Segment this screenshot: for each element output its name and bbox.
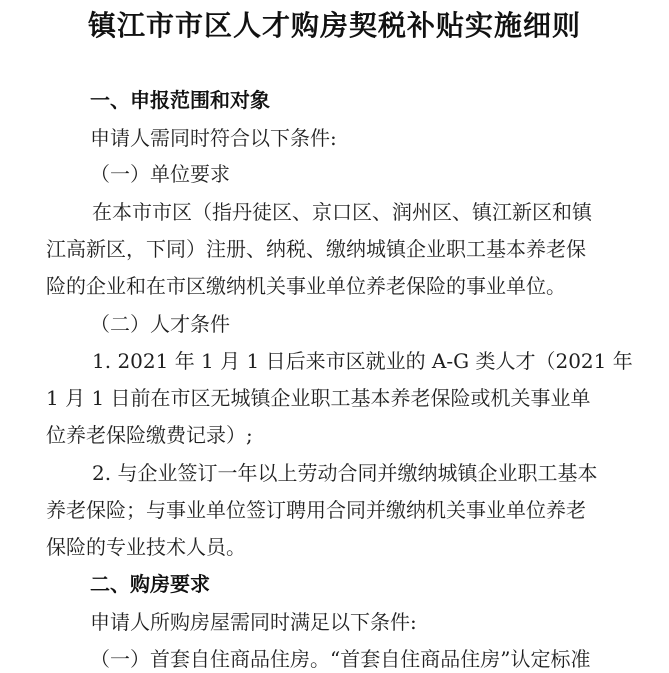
paragraph-line: 1 月 1 日前在市区无城镇企业职工基本养老保险或机关事业单 bbox=[46, 386, 591, 410]
paragraph-line: 保险的专业技术人员。 bbox=[46, 535, 246, 559]
document-title: 镇江市市区人才购房契税补贴实施细则 bbox=[87, 9, 581, 42]
paragraph-line: 养老保险；与事业单位签订聘用合同并缴纳机关事业单位养老 bbox=[46, 498, 586, 522]
paragraph-line: 2. 与企业签订一年以上劳动合同并缴纳城镇企业职工基本 bbox=[92, 461, 598, 485]
paragraph-line: 申请人所购房屋需同时满足以下条件: bbox=[90, 610, 417, 634]
paragraph-line: 险的企业和在市区缴纳机关事业单位养老保险的事业单位。 bbox=[46, 274, 566, 298]
subsection-heading-talent: （二）人才条件 bbox=[90, 312, 230, 336]
section-heading-scope: 一、申报范围和对象 bbox=[90, 88, 270, 112]
section-heading-purchase: 二、购房要求 bbox=[90, 572, 210, 596]
paragraph-line: 位养老保险缴费记录）; bbox=[46, 423, 253, 447]
paragraph-line: （一）首套自住商品住房。“首套自住商品住房”认定标准 bbox=[90, 647, 591, 671]
paragraph-line: 在本市市区（指丹徒区、京口区、润州区、镇江新区和镇 bbox=[92, 200, 592, 224]
paragraph-line: 申请人需同时符合以下条件: bbox=[90, 126, 337, 150]
paragraph-line: 江高新区，下同）注册、纳税、缴纳城镇企业职工基本养老保 bbox=[46, 237, 586, 261]
paragraph-line: 1. 2021 年 1 月 1 日后来市区就业的 A-G 类人才（2021 年 bbox=[92, 349, 633, 373]
subsection-heading-unit: （一）单位要求 bbox=[90, 162, 230, 186]
